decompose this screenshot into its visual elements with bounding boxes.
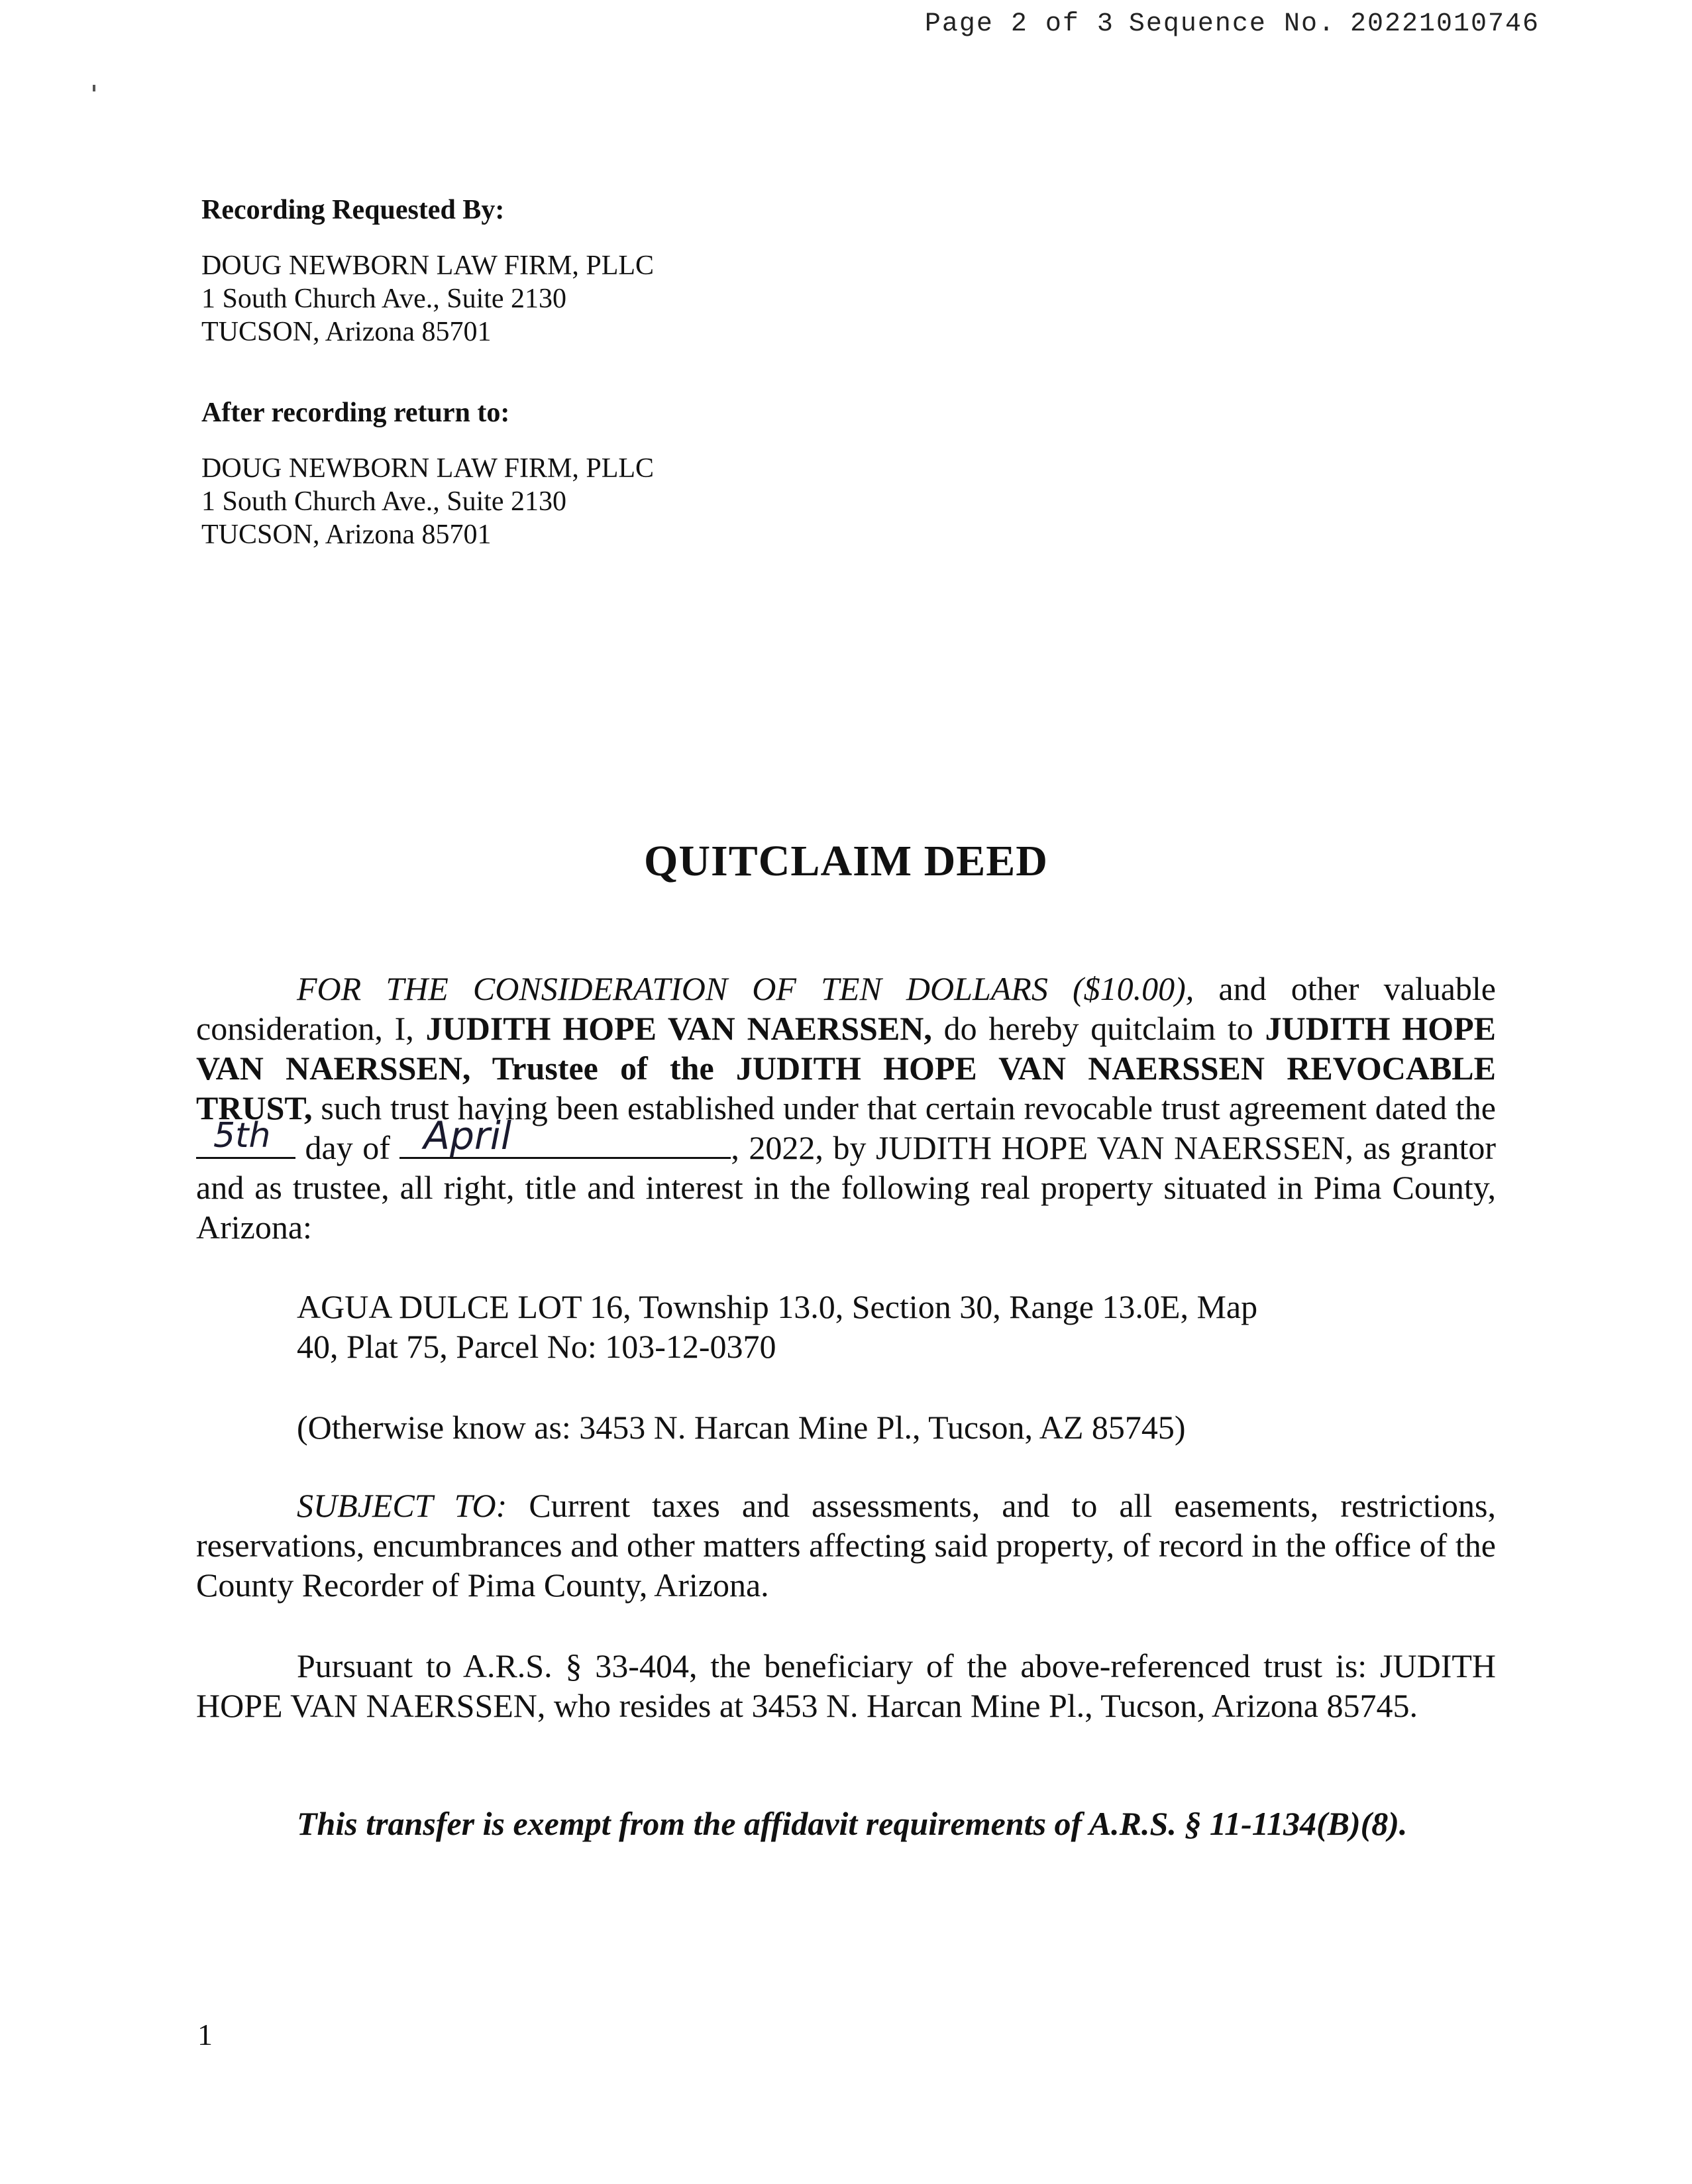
legal-description-line-2: 40, Plat 75, Parcel No: 103-12-0370 bbox=[297, 1328, 776, 1365]
recording-requested-by-block bbox=[201, 193, 654, 349]
subject-to-lead: SUBJECT TO: bbox=[297, 1487, 507, 1524]
sequence-label: Sequence No. bbox=[1128, 9, 1336, 39]
after-recording-return-to-block bbox=[201, 396, 654, 551]
trust-agreement-text: such trust having been established under that certain revocable trust agreement dated the bbox=[312, 1089, 1496, 1126]
consideration-lead: FOR THE CONSIDERATION OF TEN DOLLARS ($10.00), bbox=[297, 970, 1194, 1007]
grant-text: , 2022, by JUDITH HOPE VAN NAERSSEN, as grantor and as trustee, all right, title and interest in the following real property situated in Pima County, Arizona: bbox=[196, 1129, 1496, 1246]
subject-to-text: Current taxes and assessments, and to all easements, restrictions, reservations, encumbrances and other matters affecting said property, of record in the office of the County Recorder of Pima County, Arizona. bbox=[196, 1487, 1496, 1604]
grantee-trust-name: JUDITH HOPE VAN NAERSSEN, Trustee of the JUDITH HOPE VAN NAERSSEN REVOCABLE TRUST, bbox=[196, 1010, 1496, 1126]
quitclaim-text: do hereby quitclaim to bbox=[931, 1010, 1265, 1047]
grantor-name: JUDITH HOPE VAN NAERSSEN, bbox=[425, 1010, 932, 1047]
return-firm-name: DOUG NEWBORN LAW FIRM, PLLC bbox=[201, 453, 655, 484]
page-number: 1 bbox=[197, 2018, 213, 2051]
return-city-state-zip: TUCSON, Arizona 85701 bbox=[201, 519, 492, 550]
day-blank bbox=[196, 1116, 295, 1159]
document-title: QUITCLAIM DEED bbox=[644, 837, 1048, 885]
month-blank bbox=[399, 1113, 731, 1159]
consideration-text: and other valuable consideration, I, bbox=[196, 970, 1496, 1047]
subject-to-paragraph bbox=[196, 1486, 1496, 1605]
exemption-paragraph bbox=[196, 1804, 1496, 1843]
legal-description-line-1: AGUA DULCE LOT 16, Township 13.0, Section 30, Range 13.0E, Map bbox=[297, 1288, 1258, 1325]
recording-requested-by-label: Recording Requested By: bbox=[201, 195, 505, 225]
recording-street-address: 1 South Church Ave., Suite 2130 bbox=[201, 284, 567, 314]
property-address: (Otherwise know as: 3453 N. Harcan Mine Pl., Tucson, AZ 85745) bbox=[297, 1409, 1186, 1446]
beneficiary-text: Pursuant to A.R.S. § 33-404, the beneficiary of the above-referenced trust is: JUDITH HOPE VAN NAERSSEN, who resides at 3453 N. Harcan Mine Pl., Tucson, Arizona 85745. bbox=[196, 1647, 1496, 1724]
return-street-address: 1 South Church Ave., Suite 2130 bbox=[201, 486, 567, 517]
recorder-header-stamp bbox=[925, 9, 1540, 39]
exemption-text: This transfer is exempt from the affidavit requirements of A.R.S. § 11-1134(B)(8). bbox=[297, 1805, 1408, 1842]
legal-description bbox=[297, 1287, 1423, 1366]
handwritten-day: 5th bbox=[213, 1116, 271, 1156]
day-of-text: day of bbox=[295, 1129, 400, 1166]
sequence-number: 20221010746 bbox=[1349, 9, 1540, 39]
consideration-paragraph bbox=[196, 969, 1496, 1247]
page-indicator: Page 2 of 3 bbox=[924, 9, 1114, 39]
scan-mark bbox=[93, 85, 95, 91]
recording-city-state-zip: TUCSON, Arizona 85701 bbox=[201, 317, 492, 347]
beneficiary-paragraph bbox=[196, 1646, 1496, 1725]
return-to-label: After recording return to: bbox=[201, 398, 510, 428]
recording-firm-name: DOUG NEWBORN LAW FIRM, PLLC bbox=[201, 250, 655, 281]
handwritten-month: April bbox=[423, 1113, 511, 1158]
